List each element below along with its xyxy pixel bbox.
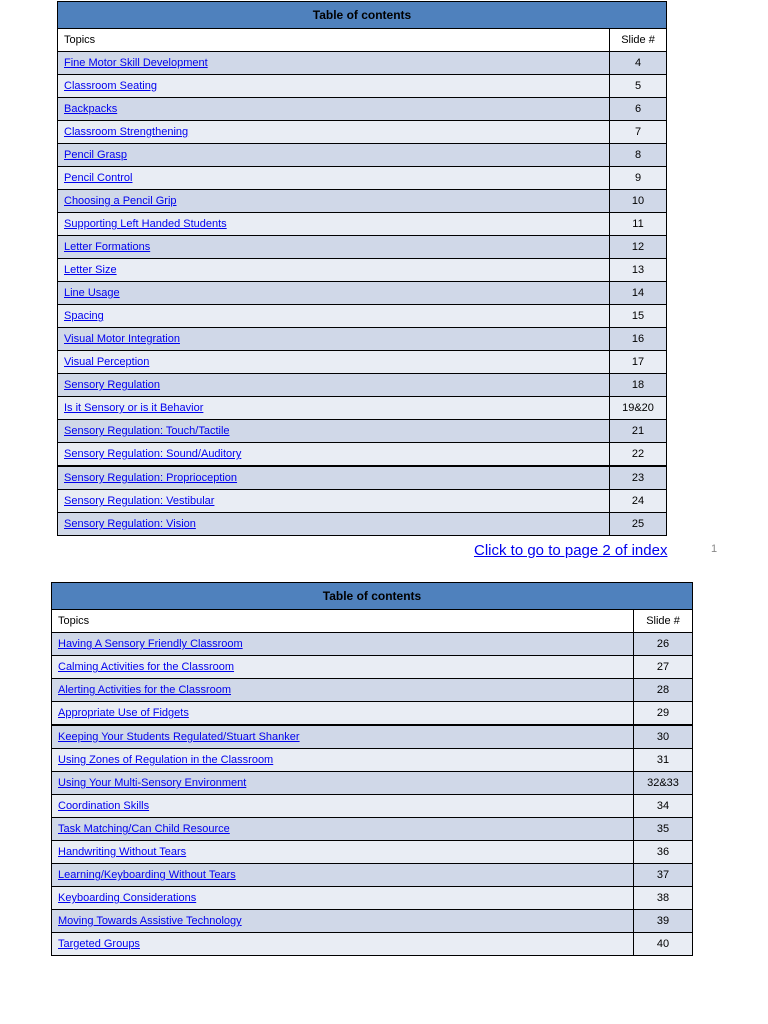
- topic-cell: [52, 679, 634, 702]
- toc-title: Table of contents: [58, 2, 667, 29]
- table-row: [52, 818, 693, 841]
- topic-link[interactable]: Learning/Keyboarding Without Tears: [58, 869, 236, 881]
- topic-link[interactable]: Sensory Regulation: Sound/Auditory: [64, 448, 242, 460]
- topic-link[interactable]: Fine Motor Skill Development: [64, 57, 208, 69]
- topics-header: Topics: [58, 29, 610, 52]
- table-row: [58, 466, 667, 490]
- topic-link[interactable]: Having A Sensory Friendly Classroom: [58, 638, 243, 650]
- table-row: [52, 725, 693, 749]
- topic-cell: [52, 795, 634, 818]
- topic-cell: [58, 98, 610, 121]
- slide-number-cell: 4: [610, 52, 667, 75]
- slide-number-cell: 14: [610, 282, 667, 305]
- slide-number-cell: 18: [610, 374, 667, 397]
- slide-number-cell: 24: [610, 490, 667, 513]
- topic-cell: [58, 75, 610, 98]
- topic-link[interactable]: Calming Activities for the Classroom: [58, 661, 235, 673]
- topic-cell: [52, 772, 634, 795]
- topic-link[interactable]: Supporting Left Handed Students: [64, 218, 227, 230]
- topic-cell: [58, 490, 610, 513]
- topics-header: Topics: [52, 610, 634, 633]
- table-row: [52, 841, 693, 864]
- topic-cell: [52, 818, 634, 841]
- topic-link[interactable]: Visual Motor Integration: [64, 333, 180, 345]
- table-row: [58, 420, 667, 443]
- topic-cell: [52, 841, 634, 864]
- topic-cell: [52, 633, 634, 656]
- topic-link[interactable]: Choosing a Pencil Grip: [64, 195, 177, 207]
- table-row: [58, 213, 667, 236]
- topic-link[interactable]: Line Usage: [64, 287, 120, 299]
- table-row: [58, 328, 667, 351]
- topic-link[interactable]: Using Your Multi-Sensory Environment: [58, 777, 247, 789]
- slide-number-cell: 19&20: [610, 397, 667, 420]
- topic-cell: [58, 167, 610, 190]
- slide-number-cell: 28: [634, 679, 693, 702]
- table-row: [58, 397, 667, 420]
- table-row: [58, 374, 667, 397]
- topic-link[interactable]: Sensory Regulation: Vestibular: [64, 495, 215, 507]
- topic-link[interactable]: Alerting Activities for the Classroom: [58, 684, 232, 696]
- topic-link[interactable]: Backpacks: [64, 103, 118, 115]
- next-index-page-link[interactable]: Click to go to page 2 of index: [474, 542, 668, 559]
- slide-number-cell: 27: [634, 656, 693, 679]
- slide-number-cell: 29: [634, 702, 693, 726]
- table-row: [58, 259, 667, 282]
- topic-cell: [58, 144, 610, 167]
- slide-number-cell: 11: [610, 213, 667, 236]
- slide-number-cell: 34: [634, 795, 693, 818]
- topic-cell: [58, 351, 610, 374]
- topic-cell: [58, 328, 610, 351]
- topic-cell: [58, 513, 610, 536]
- slide-number-cell: 10: [610, 190, 667, 213]
- table-row: [58, 98, 667, 121]
- topic-cell: [58, 236, 610, 259]
- topic-cell: [52, 702, 634, 726]
- topic-link[interactable]: Targeted Groups: [58, 938, 140, 950]
- topic-cell: [58, 52, 610, 75]
- topic-link[interactable]: Letter Formations: [64, 241, 151, 253]
- slide-number-cell: 21: [610, 420, 667, 443]
- topic-cell: [58, 190, 610, 213]
- topic-cell: [58, 121, 610, 144]
- table-row: [58, 75, 667, 98]
- table-row: [52, 933, 693, 956]
- slide-number-cell: 5: [610, 75, 667, 98]
- table-row: [52, 864, 693, 887]
- table-row: [52, 795, 693, 818]
- slide-number-cell: 8: [610, 144, 667, 167]
- slide-number-cell: 36: [634, 841, 693, 864]
- table-row: [58, 513, 667, 536]
- topic-link[interactable]: Sensory Regulation: [64, 379, 161, 391]
- slide-number-cell: 15: [610, 305, 667, 328]
- slide-number-cell: 39: [634, 910, 693, 933]
- topic-link[interactable]: Spacing: [64, 310, 104, 322]
- slide-number-header: Slide #: [610, 29, 667, 52]
- topic-link[interactable]: Task Matching/Can Child Resource: [58, 823, 230, 835]
- topic-cell: [58, 466, 610, 490]
- table-row: [52, 702, 693, 726]
- page-number: 1: [711, 543, 718, 555]
- topic-link[interactable]: Classroom Seating: [64, 80, 157, 92]
- topic-link[interactable]: Pencil Control: [64, 172, 133, 184]
- topic-cell: [58, 305, 610, 328]
- topic-link[interactable]: Coordination Skills: [58, 800, 150, 812]
- slide-number-cell: 35: [634, 818, 693, 841]
- table-row: [58, 236, 667, 259]
- topic-cell: [52, 864, 634, 887]
- slide-number-cell: 16: [610, 328, 667, 351]
- table-row: [52, 887, 693, 910]
- table-row: [58, 490, 667, 513]
- slide-number-header: Slide #: [634, 610, 693, 633]
- table-row: [58, 144, 667, 167]
- topic-link[interactable]: Visual Perception: [64, 356, 150, 368]
- toc-table-page-1: [57, 1, 667, 536]
- topic-cell: [52, 933, 634, 956]
- slide-number-cell: 13: [610, 259, 667, 282]
- table-row: [52, 633, 693, 656]
- slide-number-cell: 37: [634, 864, 693, 887]
- topic-cell: [52, 749, 634, 772]
- topic-cell: [58, 397, 610, 420]
- topic-link[interactable]: Using Zones of Regulation in the Classroom: [58, 754, 274, 766]
- slide-number-cell: 22: [610, 443, 667, 467]
- table-row: [52, 679, 693, 702]
- slide-number-cell: 17: [610, 351, 667, 374]
- slide-number-cell: 32&33: [634, 772, 693, 795]
- topic-link[interactable]: Classroom Strengthening: [64, 126, 189, 138]
- topic-cell: [58, 259, 610, 282]
- slide-number-cell: 26: [634, 633, 693, 656]
- toc-table-page-2: [51, 582, 693, 956]
- table-row: [58, 443, 667, 467]
- table-row: [52, 772, 693, 795]
- table-row: [58, 167, 667, 190]
- topic-cell: [52, 910, 634, 933]
- slide-number-cell: 23: [610, 466, 667, 490]
- slide-number-cell: 9: [610, 167, 667, 190]
- slide-number-cell: 25: [610, 513, 667, 536]
- topic-link[interactable]: Is it Sensory or is it Behavior: [64, 402, 204, 414]
- slide-number-cell: 6: [610, 98, 667, 121]
- table-row: [52, 656, 693, 679]
- slide-number-cell: 7: [610, 121, 667, 144]
- toc-title: Table of contents: [52, 583, 693, 610]
- slide-number-cell: 38: [634, 887, 693, 910]
- table-row: [58, 52, 667, 75]
- topic-link[interactable]: Keyboarding Considerations: [58, 892, 197, 904]
- topic-cell: [58, 213, 610, 236]
- table-row: [58, 351, 667, 374]
- topic-cell: [58, 443, 610, 467]
- slide-number-cell: 31: [634, 749, 693, 772]
- topic-link[interactable]: Sensory Regulation: Proprioception: [64, 472, 238, 484]
- toc-header-row: [52, 610, 693, 633]
- topic-cell: [58, 282, 610, 305]
- topic-cell: [52, 656, 634, 679]
- table-row: [52, 910, 693, 933]
- toc-header-row: [58, 29, 667, 52]
- topic-link[interactable]: Keeping Your Students Regulated/Stuart Shanker: [58, 731, 300, 743]
- table-row: [58, 190, 667, 213]
- topic-cell: [52, 887, 634, 910]
- slide-number-cell: 12: [610, 236, 667, 259]
- topic-link[interactable]: Letter Size: [64, 264, 117, 276]
- topic-link[interactable]: Moving Towards Assistive Technology: [58, 915, 242, 927]
- table-row: [58, 305, 667, 328]
- topic-cell: [58, 420, 610, 443]
- topic-cell: [52, 725, 634, 749]
- topic-cell: [58, 374, 610, 397]
- topic-link[interactable]: Pencil Grasp: [64, 149, 127, 161]
- table-row: [52, 749, 693, 772]
- slide-number-cell: 30: [634, 725, 693, 749]
- topic-link[interactable]: Handwriting Without Tears: [58, 846, 187, 858]
- table-row: [58, 121, 667, 144]
- slide-number-cell: 40: [634, 933, 693, 956]
- topic-link[interactable]: Sensory Regulation: Vision: [64, 518, 196, 530]
- table-row: [58, 282, 667, 305]
- topic-link[interactable]: Sensory Regulation: Touch/Tactile: [64, 425, 230, 437]
- topic-link[interactable]: Appropriate Use of Fidgets: [58, 707, 189, 719]
